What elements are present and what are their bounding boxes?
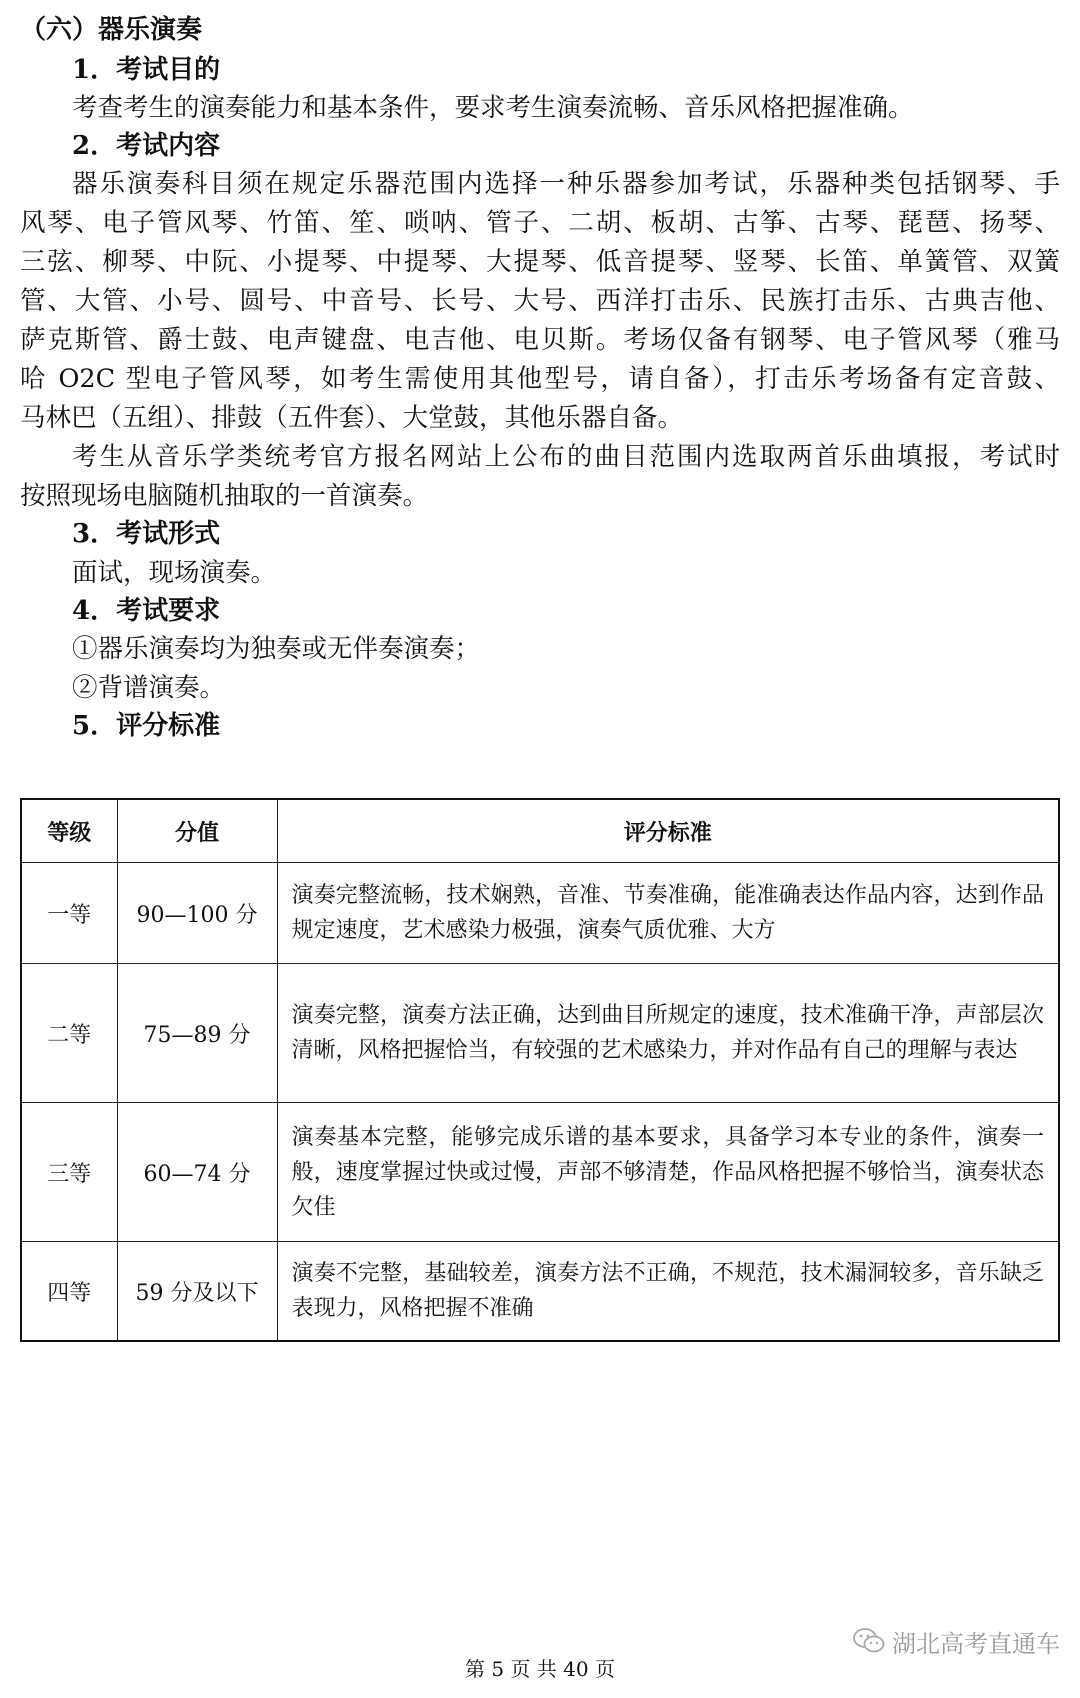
content-line-4: 管、大管、小号、圆号、中音号、长号、大号、西洋打击乐、民族打击乐、古典吉他、 <box>20 286 1060 316</box>
page-number: 第 5 页 共 40 页 <box>465 1657 615 1681</box>
criteria-cell: 演奏完整流畅，技术娴熟，音准、节奏准确，能准确表达作品内容，达到作品规定速度，艺术感染力极强，演奏气质优雅、大方 <box>277 863 1059 964</box>
requirement-2: ②背谱演奏。 <box>72 673 226 703</box>
content-line-8: 考生从音乐学类统考官方报名网站上公布的曲目范围内选取两首乐曲填报，考试时 <box>72 442 1060 472</box>
content-line-1: 器乐演奏科目须在规定乐器范围内选择一种乐器参加考试，乐器种类包括钢琴、手 <box>72 169 1060 199</box>
content-line-3: 三弦、柳琴、中阮、小提琴、中提琴、大提琴、低音提琴、竖琴、长笛、单簧管、双簧 <box>20 247 1060 277</box>
content-line-6: 哈 O2C 型电子管风琴，如考生需使用其他型号，请自备），打击乐考场备有定音鼓、 <box>20 364 1060 394</box>
score-cell: 75—89 分 <box>117 964 277 1103</box>
format-text: 面试，现场演奏。 <box>72 558 277 588</box>
heading-requirements: 4．考试要求 <box>72 596 221 626</box>
grade-cell: 一等 <box>21 863 117 964</box>
header-grade: 等级 <box>21 799 117 863</box>
heading-content: 2．考试内容 <box>72 131 221 161</box>
content-line-2: 风琴、电子管风琴、竹笛、笙、唢呐、管子、二胡、板胡、古筝、古琴、琵琶、扬琴、 <box>20 208 1060 238</box>
section-title: （六）器乐演奏 <box>20 15 203 45</box>
header-criteria: 评分标准 <box>277 799 1059 863</box>
watermark <box>852 1625 1060 1657</box>
heading-format: 3．考试形式 <box>72 519 221 549</box>
table-row <box>21 863 1059 964</box>
header-score: 分值 <box>117 799 277 863</box>
score-cell: 60—74 分 <box>117 1103 277 1242</box>
grade-cell: 三等 <box>21 1103 117 1242</box>
scoring-table <box>20 798 1060 1342</box>
table-header-row <box>21 799 1059 863</box>
table-row <box>21 1242 1059 1342</box>
purpose-text: 考查考生的演奏能力和基本条件，要求考生演奏流畅、音乐风格把握准确。 <box>72 93 914 123</box>
score-cell: 90—100 分 <box>117 863 277 964</box>
table-row <box>21 1103 1059 1242</box>
grade-cell: 四等 <box>21 1242 117 1342</box>
score-cell: 59 分及以下 <box>117 1242 277 1342</box>
content-line-7: 马林巴（五组）、排鼓（五件套）、大堂鼓，其他乐器自备。 <box>20 403 684 433</box>
requirement-1: ①器乐演奏均为独奏或无伴奏演奏； <box>72 634 481 664</box>
grade-cell: 二等 <box>21 964 117 1103</box>
heading-purpose: 1．考试目的 <box>72 55 221 85</box>
watermark-text: 湖北高考直通车 <box>892 1629 1060 1658</box>
wechat-icon <box>852 1627 886 1655</box>
criteria-cell: 演奏不完整，基础较差，演奏方法不正确，不规范，技术漏洞较多，音乐缺乏表现力，风格把握不准确 <box>277 1242 1059 1342</box>
content-line-9: 按照现场电脑随机抽取的一首演奏。 <box>20 481 429 511</box>
table-row <box>21 964 1059 1103</box>
criteria-cell: 演奏完整，演奏方法正确，达到曲目所规定的速度，技术准确干净，声部层次清晰，风格把握恰当，有较强的艺术感染力，并对作品有自己的理解与表达 <box>277 964 1059 1103</box>
heading-scoring: 5．评分标准 <box>72 711 221 741</box>
criteria-cell: 演奏基本完整，能够完成乐谱的基本要求，具备学习本专业的条件，演奏一般，速度掌握过快或过慢，声部不够清楚，作品风格把握不够恰当，演奏状态欠佳 <box>277 1103 1059 1242</box>
content-line-5: 萨克斯管、爵士鼓、电声键盘、电吉他、电贝斯。考场仅备有钢琴、电子管风琴（雅马 <box>20 325 1060 355</box>
